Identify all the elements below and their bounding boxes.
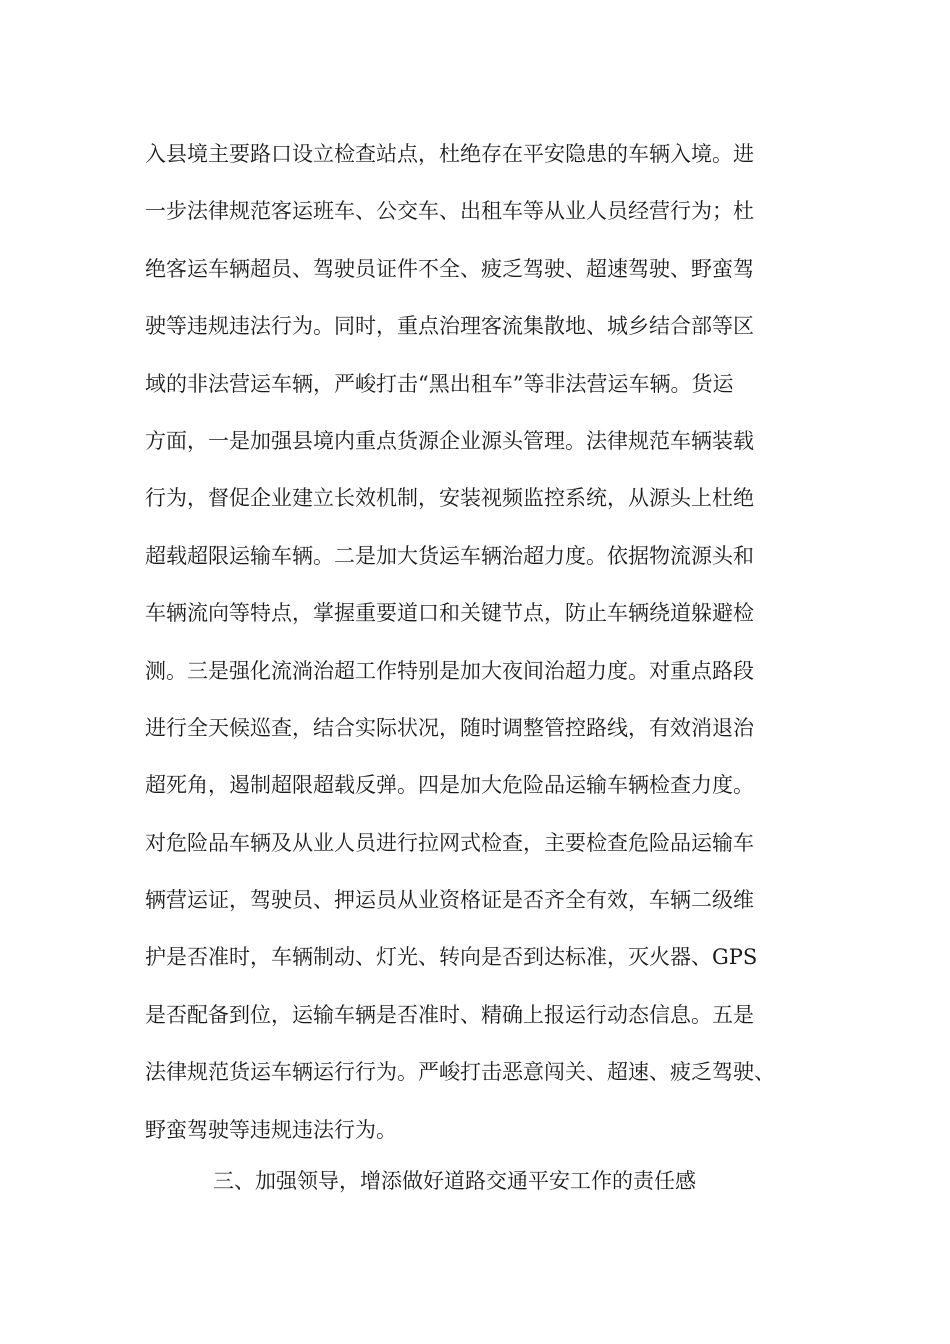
section-heading: 三、加强领导，增添做好道路交通平安工作的责任感 (213, 1169, 696, 1193)
paragraph-line: 超载超限运输车辆。二是加大货运车辆治超力度。依据物流源头和 (145, 543, 754, 568)
paragraph-line: 驶等违规违法行为。同时，重点治理客流集散地、城乡结合部等区 (145, 314, 754, 339)
paragraph-line: 域的非法营运车辆，严峻打击“黑出租车”等非法营运车辆。货运 (145, 371, 734, 396)
paragraph-line: 车辆流向等特点，掌握重要道口和关键节点，防止车辆绕道躲避检 (145, 601, 754, 626)
paragraph-line: 是否配备到位，运输车辆是否准时、精确上报运行动态信息。五是 (145, 1002, 754, 1027)
paragraph-line: 方面，一是加强县境内重点货源企业源头管理。法律规范车辆装载 (145, 428, 754, 453)
paragraph-line: 辆营运证，驾驶员、押运员从业资格证是否齐全有效，车辆二级维 (145, 888, 754, 913)
paragraph-line: 绝客运车辆超员、驾驶员证件不全、疲乏驾驶、超速驾驶、野蛮驾 (145, 256, 754, 281)
body-paragraph (145, 134, 835, 1167)
paragraph-line: 超死角，遏制超限超载反弹。四是加大危险品运输车辆检查力度。 (145, 773, 754, 798)
paragraph-line: 野蛮驾驶等违规违法行为。 (145, 1117, 397, 1142)
paragraph-line: 行为，督促企业建立长效机制，安装视频监控系统，从源头上杜绝 (145, 486, 754, 511)
paragraph-line: 法律规范货运车辆运行行为。严峻打击恶意闯关、超速、疲乏驾驶、 (145, 1060, 775, 1085)
paragraph-line: 护是否准时，车辆制动、灯光、转向是否到达标准，灭火器、GPS (145, 945, 758, 970)
paragraph-line: 对危险品车辆及从业人员进行拉网式检查，主要检查危险品运输车 (145, 830, 754, 855)
paragraph-line: 进行全天候巡查，结合实际状况，随时调整管控路线，有效消退治 (145, 715, 754, 740)
paragraph-line: 入县境主要路口设立检查站点，杜绝存在平安隐患的车辆入境。进 (145, 142, 754, 166)
paragraph-line: 测。三是强化流淌治超工作特别是加大夜间治超力度。对重点路段 (145, 658, 754, 683)
paragraph-line: 一步法律规范客运班车、公交车、出租车等从业人员经营行为；杜 (145, 199, 754, 224)
